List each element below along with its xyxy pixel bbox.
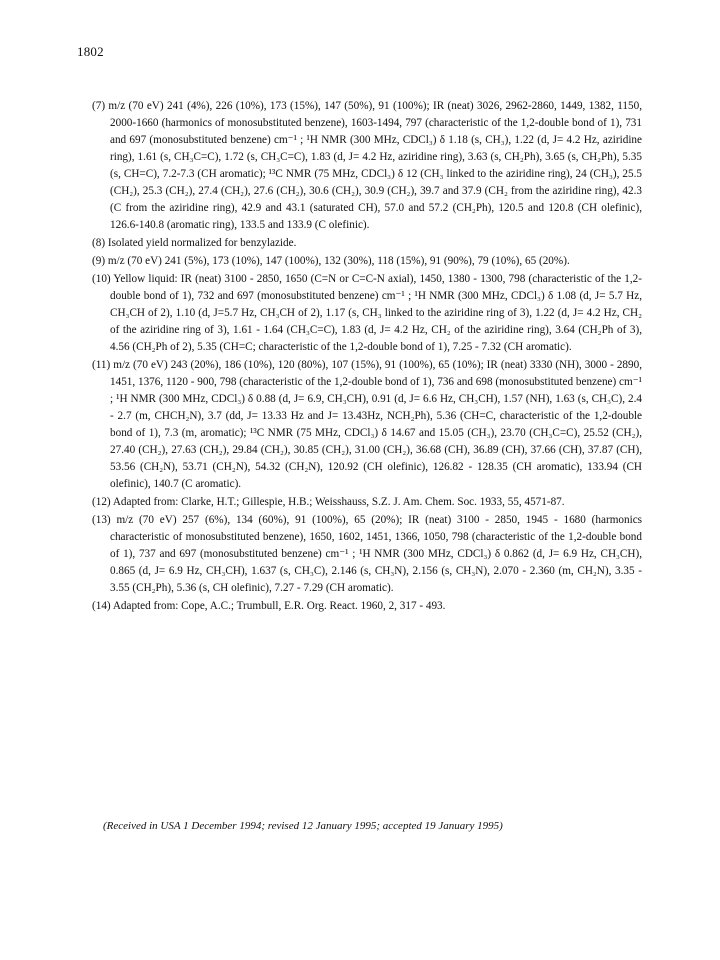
note-label: (11) [92,359,111,371]
note-label: (12) [92,496,111,508]
note-7 [92,98,642,234]
note-text: Yellow liquid: IR (neat) 3100 - 2850, 1650 (C=N or C=C-N axial), 1450, 1380 - 1300, 798 (characteristic of the 1,2-double bond of 1), 732 and 697 (monosubstituted benzene) cm⁻¹ ; ¹H NMR (300 MHz, CDCl₃) δ 1.08 (d, J= 5.7 Hz, CH₃CH of 2), 1.10 (d, J=5.7 Hz, CH₃CH of 2), 1.17 (s, CH₃ linked to the aziridine ring of 3), 1.22 (d, J= 4.2 Hz, CH₂ of the aziridine ring of 3), 1.61 - 1.64 (CH₃C=C), 1.83 (d, J= 4.2 Hz, CH₂ of the aziridine ring), 3.64 (CH₂Ph of 3), 4.56 (CH₂Ph of 2), 5.35 (CH=C; characteristic of the 1,2-double bond of 1), 7.25 - 7.32 (CH aromatic). [110,273,642,353]
note-8 [92,235,642,252]
note-text: Adapted from: Cope, A.C.; Trumbull, E.R. Org. React. 1960, 2, 317 - 493. [112,600,446,612]
note-label: (10) [92,273,111,285]
note-text: m/z (70 eV) 241 (5%), 173 (10%), 147 (100%), 132 (30%), 118 (15%), 91 (90%), 79 (10%), 65 (20%). [107,255,570,267]
received-dates: (Received in USA 1 December 1994; revised 12 January 1995; accepted 19 January 1995) [103,820,503,832]
note-13 [92,512,642,597]
note-label: (8) [92,237,106,249]
note-11 [92,357,642,493]
note-text: Adapted from: Clarke, H.T.; Gillespie, H.B.; Weisshauss, S.Z. J. Am. Chem. Soc. 1933, 55, 4571-87. [112,496,565,508]
note-label: (9) [92,255,106,267]
note-label: (7) [92,100,106,112]
notes-list [74,98,642,616]
note-label: (13) [92,514,111,526]
note-text: m/z (70 eV) 241 (4%), 226 (10%), 173 (15%), 147 (50%), 91 (100%); IR (neat) 3026, 2962-2860, 1449, 1382, 1150, 2000-1660 (harmonics of monosubstituted benzene), 1603-1494, 797 (characteristic of the 1,2-double bond of 1), 731 and 697 (monosubstituted benzene) cm⁻¹ ; ¹H NMR (300 MHz, CDCl₃) δ 1.18 (s, CH₃), 1.22 (d, J= 4.2 Hz, aziridine ring), 1.61 (s, CH₃C=C), 1.72 (s, CH₃C=C), 1.83 (d, J= 4.2 Hz, aziridine ring), 3.63 (s, CH₂Ph), 3.65 (s, CH₂Ph), 5.35 (s, CH=C), 7.2-7.3 (CH aromatic); ¹³C NMR (75 MHz, CDCl₃) δ 12 (CH₃ linked to the aziridine ring), 24 (CH₃), 25.5 (CH₂), 25.3 (CH₂), 27.4 (CH₂), 27.6 (CH₂), 30.6 (CH₂), 30.9 (CH₂), 39.7 and 37.9 (CH₂ from the aziridine ring), 42.3 (C from the aziridine ring), 42.9 and 43.1 (saturated CH), 57.0 and 57.2 (CH₂Ph), 120.5 and 120.8 (CH olefinic), 126.6-140.8 (aromatic ring), 133.5 and 133.9 (C olefinic). [108,100,642,231]
note-9 [92,253,642,270]
note-text: m/z (70 eV) 257 (6%), 134 (60%), 91 (100%), 65 (20%); IR (neat) 3100 - 2850, 1945 - 1680 (harmonics characteristic of monosubstituted benzene), 1650, 1602, 1451, 1366, 1050, 798 (characteristic of the 1,2-double bond of 1), 737 and 697 (monosubstituted benzene) cm⁻¹ ; ¹H NMR (300 MHz, CDCl₃) δ 0.862 (d, J= 6.9 Hz, CH₃CH), 0.865 (d, J= 6.9 Hz, CH₃CH), 1.637 (s, CH₃C), 2.146 (s, CH₃N), 2.156 (s, CH₃N), 2.070 - 2.360 (m, CH₂N), 3.35 - 3.55 (CH₂Ph), 5.36 (s, CH olefinic), 7.27 - 7.29 (CH aromatic). [110,514,643,594]
note-text: m/z (70 eV) 243 (20%), 186 (10%), 120 (80%), 107 (15%), 91 (100%), 65 (10%); IR (neat) 3330 (NH), 3000 - 2890, 1451, 1376, 1120 - 900, 798 (characteristic of the 1,2-double bond of 1), 736 and 698 (monosubstituted benzene) cm⁻¹ ; ¹H NMR (300 MHz, CDCl₃) δ 0.88 (d, J= 6.9, CH₃CH), 0.91 (d, J= 6.6 Hz, CH₃CH), 1.57 (NH), 1.63 (s, CH₃C), 2.4 - 2.7 (m, CHCH₂N), 3.7 (dd, J= 13.33 Hz and J= 13.43Hz, NCH₂Ph), 5.36 (CH=C, characteristic of the 1,2-double bond of 1), 7.3 (m, aromatic); ¹³C NMR (75 MHz, CDCl₃) δ 14.67 and 15.05 (CH₃), 23.70 (CH₃C=C), 25.52 (CH₂), 27.40 (CH₂), 27.63 (CH₂), 29.84 (CH₂), 30.85 (CH₂), 31.00 (CH₂), 36.68 (CH), 36.89 (CH), 37.66 (CH), 37.87 (CH), 53.56 (CH₂N), 53.71 (CH₂N), 54.32 (CH₂N), 120.92 (CH olefinic), 126.82 - 128.35 (CH aromatic), 133.94 (CH olefinic), 140.7 (C aromatic). [110,359,643,490]
note-label: (14) [92,600,111,612]
note-text: Isolated yield normalized for benzylazide. [107,237,297,249]
note-10 [92,271,642,356]
note-12 [92,494,642,511]
note-14 [92,598,642,615]
page-number: 1802 [77,44,104,59]
